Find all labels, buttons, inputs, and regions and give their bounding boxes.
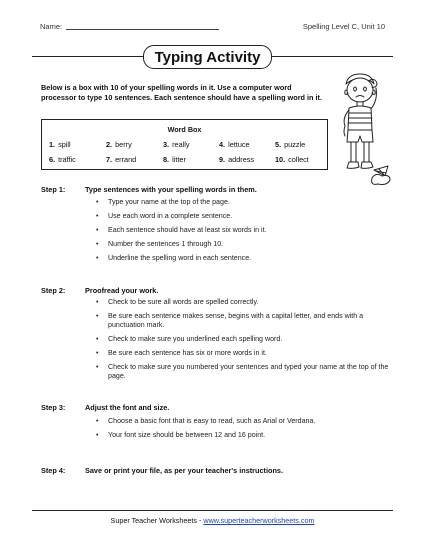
list-item: • Underline the spelling word in each sentence.	[96, 254, 252, 262]
word-item: 1. spill	[49, 140, 71, 149]
step-1-heading: Type sentences with your spelling words in them.	[85, 185, 257, 194]
word-item: 6. traffic	[49, 155, 76, 164]
name-field	[40, 22, 219, 31]
name-line	[66, 29, 219, 30]
step-3-heading: Adjust the font and size.	[85, 403, 170, 412]
word-box-title: Word Box	[167, 125, 202, 134]
list-item: • Use each word in a complete sentence.	[96, 212, 233, 220]
word-item: 7. errand	[106, 155, 137, 164]
word-item: 5. puzzle	[275, 140, 306, 149]
list-item: • Be sure each sentence makes sense, begins with a capital letter, and ends with a punctuation mark.	[96, 312, 364, 329]
word-item: 10. collect	[275, 155, 309, 164]
list-item: • Check to be sure all words are spelled correctly.	[96, 298, 259, 306]
step-2-list	[96, 298, 396, 386]
level-label: Spelling Level C, Unit 10	[302, 22, 385, 31]
list-item: • Check to make sure you numbered your sentences and typed your name at the top of the page.	[96, 363, 389, 380]
step-3-label: Step 3:	[41, 403, 66, 412]
boy-ice-cream-icon	[332, 70, 394, 192]
step-1-label: Step 1:	[41, 185, 66, 194]
step-1-list	[96, 198, 396, 268]
list-item: • Type your name at the top of the page.	[96, 198, 230, 206]
step-2-label: Step 2:	[41, 286, 66, 295]
list-item: • Choose a basic font that is easy to read, such as Arial or Verdana.	[96, 417, 316, 425]
step-4-heading: Save or print your file, as per your teacher's instructions.	[85, 466, 283, 475]
step-3-list	[96, 417, 396, 445]
intro-text: Below is a box with 10 of your spelling words in it. Use a computer word processor to type 10 sentences. Each sentence should have a spelling word in it.	[41, 83, 323, 102]
step-2-heading: Proofread your work.	[85, 286, 159, 295]
step-4-label: Step 4:	[41, 466, 66, 475]
list-item: • Be sure each sentence has six or more words in it.	[96, 349, 267, 357]
word-item: 4. lettuce	[219, 140, 250, 149]
list-item: • Your font size should be between 12 and 16 point.	[96, 431, 266, 439]
footer-link[interactable]: www.superteacherworksheets.com	[203, 516, 315, 525]
footer	[0, 516, 425, 525]
word-item: 9. address	[219, 155, 255, 164]
name-label: Name:	[40, 22, 63, 31]
page-title: Typing Activity	[154, 48, 261, 66]
word-item: 2. berry	[106, 140, 132, 149]
footer-text: Super Teacher Worksheets -	[110, 516, 204, 525]
list-item: • Number the sentences 1 through 10.	[96, 240, 224, 248]
word-item: 3. really	[163, 140, 190, 149]
word-item: 8. litter	[163, 155, 186, 164]
list-item: • Each sentence should have at least six words in it.	[96, 226, 267, 234]
list-item: • Check to make sure you underlined each spelling word.	[96, 335, 283, 343]
title-box	[143, 45, 272, 69]
footer-rule	[32, 510, 393, 511]
word-box	[41, 119, 328, 170]
